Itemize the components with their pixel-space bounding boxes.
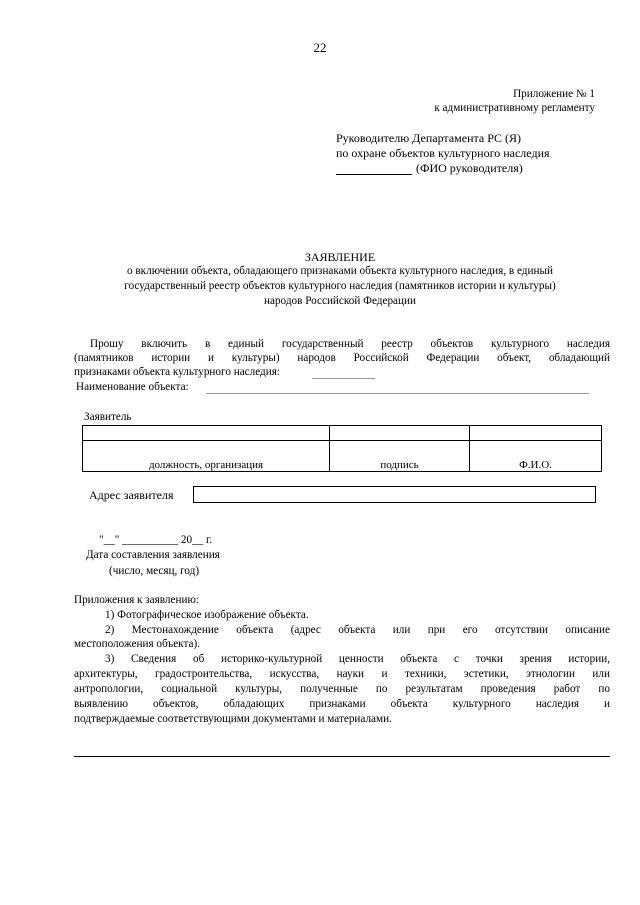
attachment-item-2-line1: 2) Местонахождение объекта (адрес объекта или при его отсутствии описание: [105, 624, 610, 636]
applicant-table: [82, 425, 602, 472]
applicant-label: Заявитель: [84, 411, 132, 423]
addressee-line3: (ФИО руководителя): [416, 161, 523, 175]
request-line3: признаками объекта культурного наследия:: [74, 366, 280, 378]
attachment-item-3-line2: архитектуры, градостроительства, искусства, науки и техники, эстетики, этнологии или: [74, 668, 610, 680]
request-line2: (памятников истории и культуры) народов Российской Федерации объект, обладающий: [74, 352, 610, 364]
bottom-separator: [74, 756, 610, 757]
appendix-line1: Приложение № 1: [513, 88, 595, 100]
signature-cell-top[interactable]: [330, 426, 470, 441]
heading-line3: народов Российской Федерации: [264, 295, 416, 307]
object-name-label: Наименование объекта:: [76, 381, 189, 393]
attachment-item-3-line5: подтверждаемые соответствующими документами и материалами.: [74, 713, 392, 725]
heading-line1: о включении объекта, обладающего признаками объекта культурного наследия, в единый: [127, 265, 553, 277]
fio-cell-top[interactable]: [470, 426, 602, 441]
position-cell-top[interactable]: [83, 426, 330, 441]
attachment-item-2-line2: местоположения объекта).: [74, 638, 200, 650]
addressee-line1: Руководителю Департамента РС (Я): [336, 131, 522, 145]
date-label: Дата составления заявления: [86, 549, 220, 561]
date-line: "__" __________ 20__ г.: [99, 534, 213, 546]
page-number: 22: [313, 40, 327, 55]
position-column-label: должность, организация: [83, 441, 330, 472]
applicant-address-label: Адрес заявителя: [89, 488, 174, 502]
request-line3-blank: [312, 378, 375, 379]
fio-column-label: Ф.И.О.: [470, 441, 602, 472]
addressee-line2: по охране объектов культурного наследия: [336, 146, 550, 160]
attachment-item-3-line3: антропологии, социальной культуры, полученные по результатам проведения работ по: [74, 683, 610, 695]
fio-blank-line: [336, 174, 412, 175]
signature-column-label: подпись: [330, 441, 470, 472]
object-name-blank[interactable]: [206, 393, 589, 394]
appendix-line2: к административному регламенту: [434, 102, 595, 114]
request-line1: Прошу включить в единый государственный реестр объектов культурного наследия: [90, 338, 610, 350]
attachments-title: Приложения к заявлению:: [74, 594, 199, 606]
document-title: ЗАЯВЛЕНИЕ: [304, 250, 376, 264]
attachment-item-3-line4: выявлению объектов, обладающих признаками объекта культурного наследия и: [74, 698, 610, 710]
date-hint: (число, месяц, год): [109, 565, 200, 577]
applicant-address-field[interactable]: [193, 486, 596, 503]
heading-line2: государственный реестр объектов культурного наследия (памятников истории и культуры): [124, 280, 556, 292]
attachment-item-3-line1: 3) Сведения об историко-культурной ценности объекта с точки зрения истории,: [105, 653, 610, 665]
attachment-item-1: 1) Фотографическое изображение объекта.: [105, 609, 309, 621]
